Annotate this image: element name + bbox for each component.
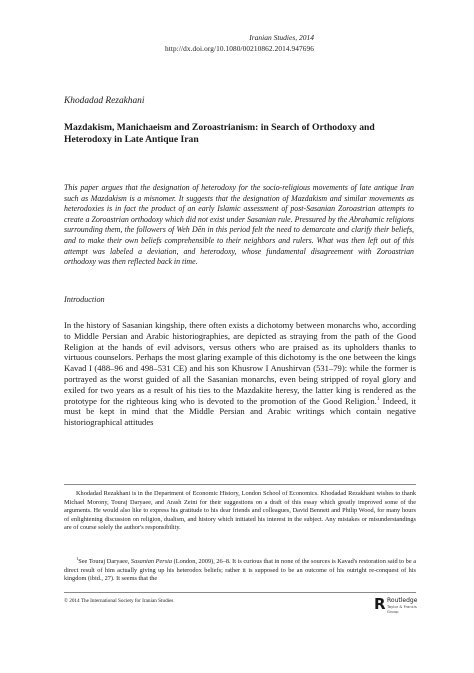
- publisher-group: Taylor & Francis Group: [387, 604, 417, 614]
- footnote-number: 1: [76, 555, 79, 561]
- footnote-book-title: Sasanian Persia: [130, 558, 173, 565]
- section-heading: Introduction: [64, 295, 105, 304]
- body-text-part: In the history of Sasanian kingship, there often exists a dichotomy between monarchs who, according to Middle Persian and Arabic historiographies, are depicted as straying from the path of the Good Religion at the hands of evil advisors, versus others who are praised as its upholders thanks to virtuous counselors. Perhaps the most glaring example of this dichotomy is the one between the kings Kavad I (488–96 and 498–531 CE) and his son Khusrow I Anushirvan (531–79): while the former is portrayed as the worst guided of all the Sasanian monarchs, even being stripped of royal glory and exiled for two years as a result of his ties to the Mazdakite heresy, the latter king is rendered as the prototype for the righteous king who is devoted to the promotion of the Good Religion.: [64, 320, 416, 406]
- copyright-divider: [64, 592, 416, 593]
- copyright-notice: © 2014 The International Society for Iranian Studies: [64, 598, 174, 604]
- publisher-name: Routledge: [387, 597, 418, 604]
- journal-citation: Iranian Studies, 2014: [249, 33, 314, 42]
- body-paragraph: [64, 320, 416, 428]
- footnote-reference[interactable]: 1: [376, 395, 380, 402]
- footnote-text: (London, 2009), 26–8. It is curious that in none of the sources is Kavad's restoration said to be a direct result of him actually giving up his heterodox beliefs; rather it is supposed to be an outcome of his outright re-conquest of his kingdom (ibid., 27). It seems that the: [64, 558, 417, 583]
- article-title: Mazdakism, Manichaeism and Zoroastrianism: in Search of Orthodoxy and Heterodoxy in Late Antique Iran: [64, 122, 375, 146]
- footnote-text: See Touraj Daryaee,: [78, 558, 131, 565]
- routledge-r-icon: R: [374, 595, 386, 613]
- footnote-divider: [64, 484, 416, 485]
- body-text-part: Indeed, it must be kept in mind that the Middle Persian and Arabic writings which contain negative historiographical attitudes: [64, 395, 416, 428]
- doi-link[interactable]: http://dx.doi.org/10.1080/00210862.2014.947696: [165, 44, 314, 53]
- footnote: [64, 555, 417, 584]
- author-name: Khodadad Rezakhani: [64, 96, 145, 106]
- abstract: This paper argues that the designation of heterodoxy for the socio-religious movements of late antique Iran such as Mazdakism is a misnomer. It suggests that the designation of Mazdakism and similar movements as heterodoxies is in fact the product of an early Islamic assessment of post-Sasanian Zoroastrian attempts to create a Zoroastrian orthodoxy which did not exist under Sasanian rule. Pressured by the Abrahamic religions surrounding them, the followers of Weh Dēn in this period felt the need to demarcate and clarify their beliefs, and to make their own beliefs comprehensible to their neighbors and rulers. What was then left out of this attempt was labeled a deviation, and heterodoxy, whose fundamental disagreement with Zoroastrian orthodoxy was then reflected back in time.: [64, 183, 414, 267]
- routledge-logo: [374, 597, 424, 613]
- author-affiliation-note: Khodadad Rezakhani is in the Department of Economic History, London School of Economics. Khodadad Rezakhani wishes to thank Michael Morony, Touraj Daryaee, and Arash Zeini for their suggestions on a draft of this essay which greatly improved some of the arguments. He would also like to express his gratitude to his dear friends and colleagues, David Bennett and Philip Wood, for many hours of enlightening discussion on religion, dualism, and history which initiated his interest in the subject. Any mistakes or misunderstandings are of course solely the author's responsibility.: [64, 490, 416, 532]
